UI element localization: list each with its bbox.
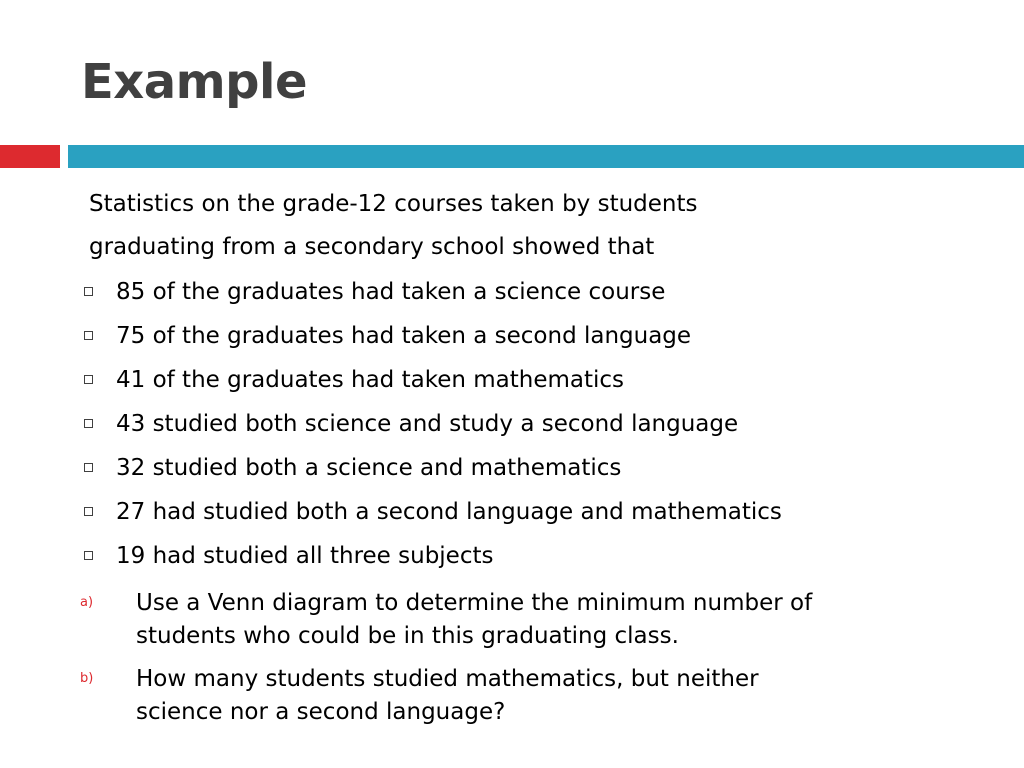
square-bullet-icon xyxy=(84,331,93,340)
bullet-text: 32 studied both a science and mathematics xyxy=(116,455,622,481)
question-line: How many students studied mathematics, but neither xyxy=(136,666,759,692)
square-bullet-icon xyxy=(84,375,93,384)
square-bullet-icon xyxy=(84,507,93,516)
question-line: science nor a second language? xyxy=(136,699,506,725)
bullet-list xyxy=(80,270,1000,578)
bullet-item xyxy=(80,314,1000,358)
accent-bar-blue xyxy=(68,145,1024,168)
intro-line: graduating from a secondary school showed that xyxy=(89,234,655,260)
intro-paragraph xyxy=(89,183,989,269)
question-line: students who could be in this graduating class. xyxy=(136,623,679,649)
bullet-item xyxy=(80,446,1000,490)
slide-title: Example xyxy=(81,54,308,110)
bullet-item xyxy=(80,270,1000,314)
square-bullet-icon xyxy=(84,463,93,472)
square-bullet-icon xyxy=(84,287,93,296)
intro-line: Statistics on the grade-12 courses taken by students xyxy=(89,191,698,217)
question-text xyxy=(136,663,759,729)
bullet-text: 41 of the graduates had taken mathematics xyxy=(116,367,625,393)
accent-bar-red xyxy=(0,145,60,168)
bullet-item xyxy=(80,534,1000,578)
question-marker: a) xyxy=(80,595,94,610)
bullet-text: 85 of the graduates had taken a science course xyxy=(116,279,666,305)
bullet-text: 43 studied both science and study a second language xyxy=(116,411,739,437)
bullet-item xyxy=(80,402,1000,446)
bullet-item xyxy=(80,358,1000,402)
bullet-text: 19 had studied all three subjects xyxy=(116,543,494,569)
bullet-text: 27 had studied both a second language and mathematics xyxy=(116,499,782,525)
question-marker: b) xyxy=(80,671,94,686)
square-bullet-icon xyxy=(84,419,93,428)
bullet-text: 75 of the graduates had taken a second language xyxy=(116,323,692,349)
bullet-item xyxy=(80,490,1000,534)
question-text xyxy=(136,587,812,653)
square-bullet-icon xyxy=(84,551,93,560)
question-line: Use a Venn diagram to determine the minimum number of xyxy=(136,590,813,616)
